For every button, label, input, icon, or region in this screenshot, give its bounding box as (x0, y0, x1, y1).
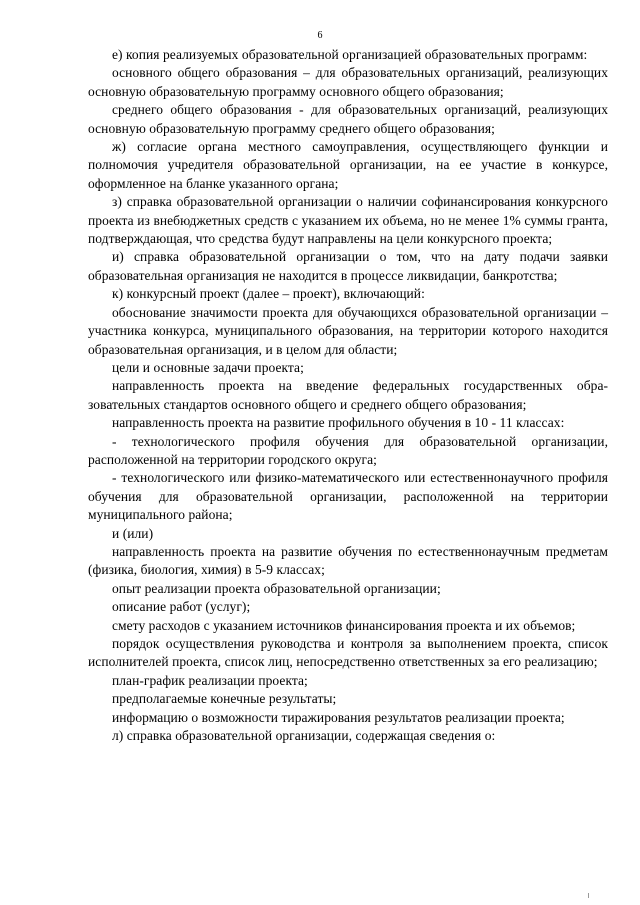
paragraph-item-zh: ж) согласие органа местного самоуправления, осуществляющего функции и полномочия учредителя образовательной организации, на ее участие в конкурсе, оформленное на бланке указанного органа; (88, 139, 608, 191)
scan-mark (588, 893, 589, 898)
paragraph-replication-info: информацию о возможности тиражирования результатов реализации проекта; (112, 709, 565, 725)
paragraph-experience: опыт реализации проекта образовательной организации; (112, 580, 441, 596)
document-body (88, 46, 608, 745)
paragraph-justification: обоснование значимости проекта для обучающихся образовательной организации – участника конкурса, муниципального образования, на территории которого находится образовательная организация, и в целом для области; (88, 304, 608, 357)
paragraph-goals: цели и основные задачи проекта; (112, 359, 304, 375)
paragraph-schedule: план-график реализации проекта; (112, 672, 308, 688)
paragraph-item-i: и) справка образовательной организации о том, что на дату подачи заявки образовательная организация не находится в процессе ликвидации, банкротства; (88, 249, 608, 283)
paragraph-technological-profile: - технологического профиля обучения для образовательной организации, расположенной на территории городского округа; (88, 433, 608, 467)
paragraph-item-k: к) конкурсный проект (далее – проект), включающий: (112, 286, 425, 302)
paragraph-works-description: описание работ (услуг); (112, 599, 251, 615)
paragraph-profile-training: направленность проекта на развитие профильного обучения в 10 - 11 классах: (112, 415, 565, 431)
paragraph-secondary-general-education: среднего общего образования - для образовательных организаций, реализующих основную образовательную программу среднего общего образования; (88, 102, 608, 136)
paragraph-technological-or-physmath-profile: - технологического или физико-математического или естественнонаучного профиля обучения для образовательной организации, расположенной на территории муниципального района; (88, 470, 608, 523)
paragraph-basic-general-education: основного общего образования – для образовательных организаций, реализующих основную образовательную программу основного общего образования; (88, 65, 608, 99)
page-number: 6 (317, 30, 323, 41)
paragraph-and-or: и (или) (112, 525, 154, 541)
paragraph-fgos-direction: направленность проекта на введение федеральных государственных образовательных стандартов основного общего и среднего общего образования; (88, 378, 608, 412)
paragraph-item-l: л) справка образовательной организации, содержащая сведения о: (112, 728, 496, 744)
paragraph-natural-science-direction: направленность проекта на развитие обучения по естественнонаучным предметам (физика, биология, химия) в 5-9 классах; (88, 543, 608, 578)
paragraph-item-z: з) справка образовательной организации о наличии софинансирования конкурсного проекта из внебюджетных средств с указанием их объема, но не менее 1% суммы гранта, подтверждающая, что средства будут направлены на цели конкурсного проекта; (88, 194, 608, 247)
paragraph-item-e: е) копия реализуемых образовательной организацией образовательных программ: (112, 47, 588, 62)
paragraph-cost-estimate: смету расходов с указанием источников финансирования проекта и их объемов; (112, 617, 576, 633)
paragraph-management-procedure: порядок осуществления руководства и контроля за выполнением проекта, список исполнителей проекта, список лиц, непосредственно ответственных за его реализацию; (88, 636, 608, 670)
paragraph-expected-results: предполагаемые конечные результаты; (112, 691, 337, 707)
